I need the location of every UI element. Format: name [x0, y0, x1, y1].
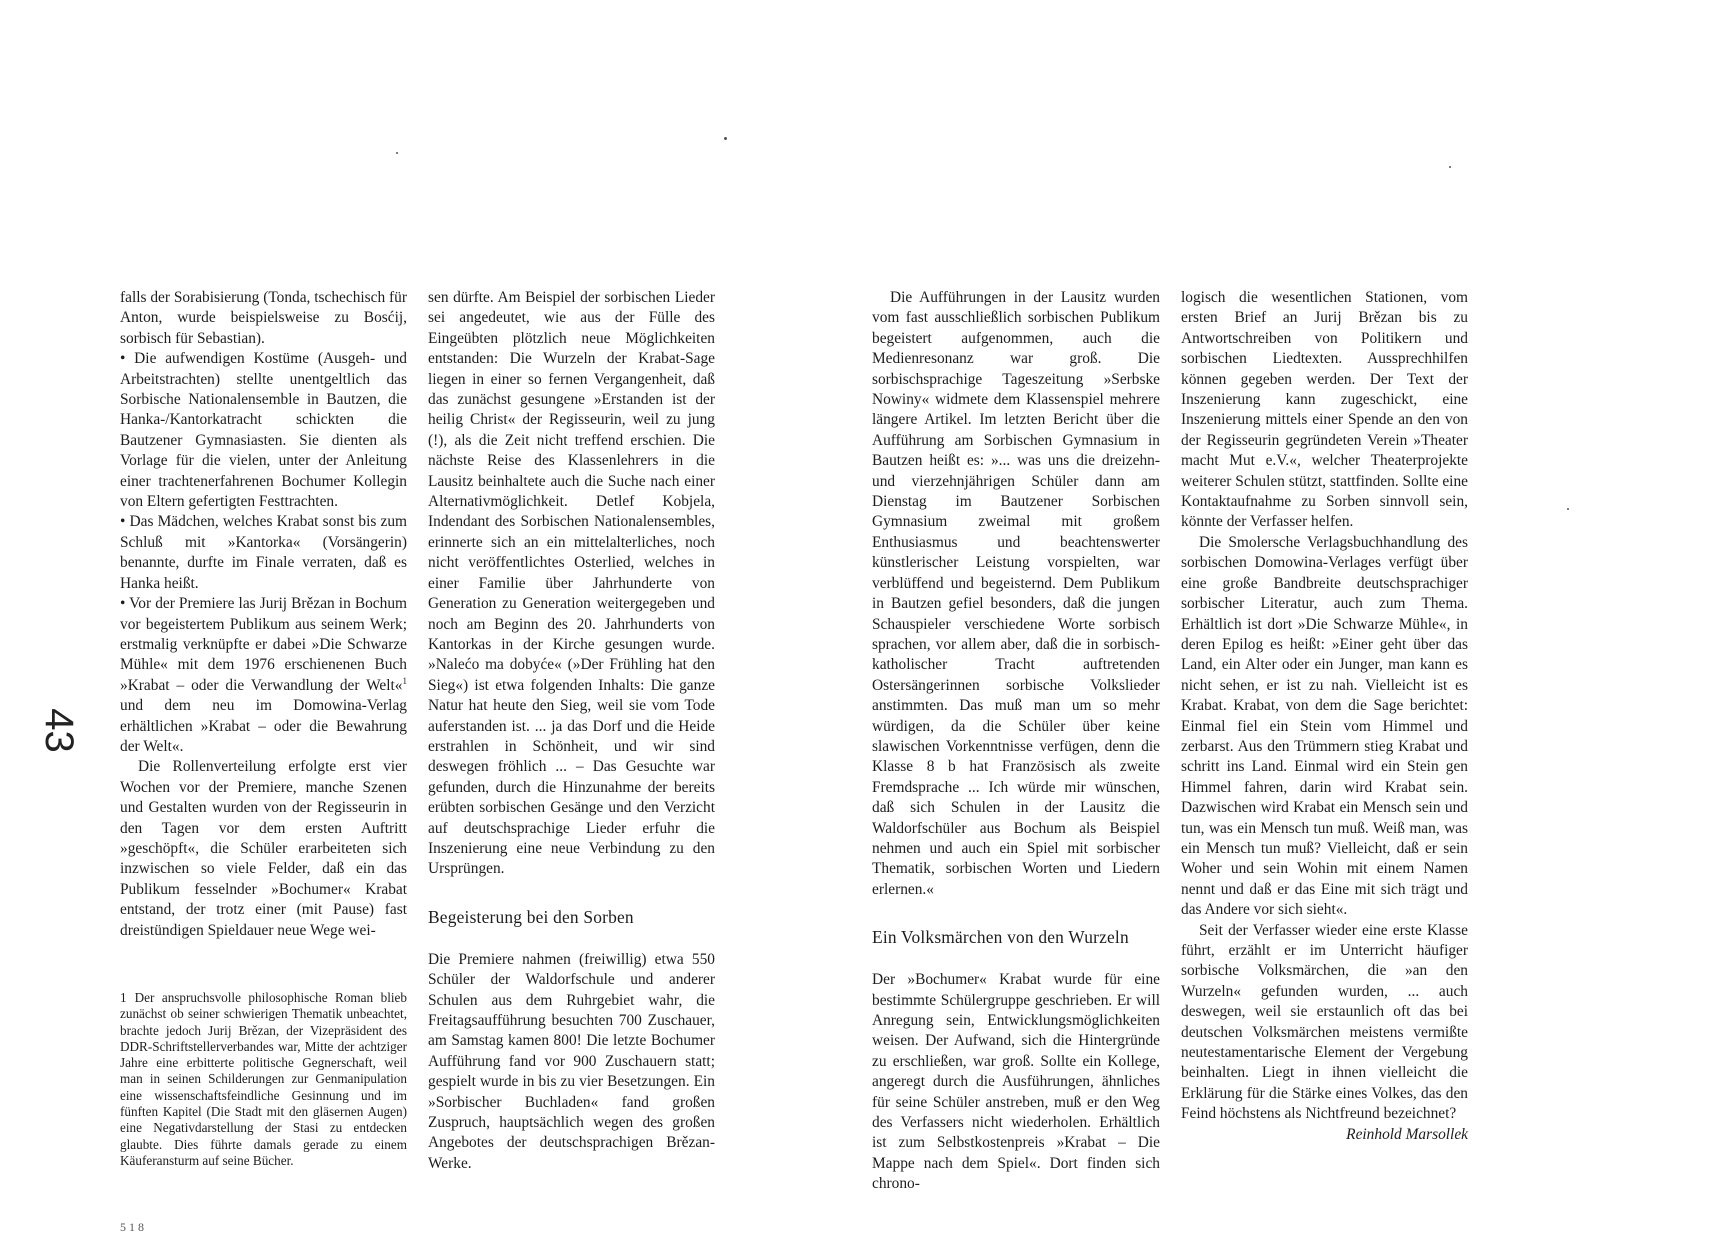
- paragraph: Die Rollenverteilung erfolgte erst vier Wochen vor der Premiere, manche Szenen und Gestalten wurden von der Regisseurin in den Tagen vor dem ersten Auftritt »geschöpft«, die Schüler erarbeiteten sich inzwischen so viele Felder, daß ein das Publikum fesselnder »Bochumer« Krabat entstand, der trotz einer (mit Pause) fast dreistündigen Spieldauer neue Wege wei-: [120, 758, 407, 939]
- paragraph: logisch die wesentlichen Stationen, vom ersten Brief an Jurij Brězan bis zu Antwortschreiben von Politikern und sorbischen Liedtexten. Aussprechhilfen können gegeben werden. Der Text der Inszenierung kann zugeschickt, eine Inszenierung mittels einer Spende an den von der Regisseurin gegründeten Verein »Theater macht Mut e.V.«, welcher Theaterprojekte weiterer Schulen stützt, stattfinden. Sollte eine Kontaktaufnahme zu Sorben sinnvoll sein, könnte der Verfasser helfen.: [1181, 289, 1468, 531]
- footnote-text: Der anspruchsvolle philosophische Roman blieb zunächst ob seiner schwierigen Thematik unbeachtet, brachte jedoch Jurij Brězan, der Vizepräsident des DDR-Schriftstellerverbandes war, Mitte der achtziger Jahre eine erbitterte politische Gegnerschaft, weil man in seinen Schilderungen zur Genmanipulation eine wissenschaftsfeindliche Gesinnung und im fünften Kapitel (Die Stadt mit den gläsernen Augen) eine Negativdarstellung der Stasi zu entdecken glaubte. Dies führte damals gerade zu einem Käuferansturm auf seine Bücher.: [120, 990, 407, 1168]
- column-1: [120, 288, 407, 941]
- paragraph: Die Aufführungen in der Lausitz wurden vom fast ausschließlich sorbischen Publikum begeistert aufgenommen, auch die Medienresonanz war groß. Die sorbischsprachige Tageszeitung »Serbske Nowiny« widmete dem Klassenspiel mehrere längere Artikel. Im letzten Bericht über die Aufführung am Sorbischen Gymnasium in Bautzen heißt es: »... was uns die dreizehn- und vierzehnjährigen Schüler dann am Dienstag im Bautzener Sorbischen Gymnasium zweimal mit großem Enthusiasmus und beachtenswerter künstlerischer Leistung vorspielten, war verblüffend und begeisternd. Dem Publikum in Bautzen gefiel besonders, daß die jungen Schauspieler verschiedene Worte sorbisch sprachen, vor allem aber, daß die in sorbisch-katholischer Tracht auftretenden Ostersängerinnen sorbische Volkslieder anstimmten. Das muß man um so mehr würdigen, da die Schüler über keine slawischen Vorkenntnisse verfügen, denn die Klasse 8 b hat Französisch als zweite Fremdsprache ... Ich würde mir wünschen, daß sich Schulen in der Lausitz die Waldorfschüler aus Bochum als Beispiel nehmen und auch ein Spiel mit sorbischer Thematik, sorbischen Worten und Liedern erlernen.«: [872, 289, 1160, 898]
- scan-speck: [1567, 508, 1569, 510]
- author-signature: Reinhold Marsollek: [1346, 1125, 1468, 1143]
- column-3: [872, 288, 1160, 1195]
- footnote-number: 1: [120, 990, 127, 1005]
- bullet-paragraph: • Das Mädchen, welches Krabat sonst bis zum Schluß mit »Kantorka« (Vorsängerin) benannte, durfte im Finale verraten, daß es Hanka heißt.: [120, 513, 407, 592]
- section-heading: Begeisterung bei den Sorben: [428, 906, 634, 927]
- text-span: • Vor der Premiere las Jurij Brězan in Bochum vor begeistertem Publikum aus seinem Werk; erstmalig verknüpfte er dabei »Die Schwarze Mühle« mit dem 1976 erschienenen Buch »Krabat – oder die Verwandlung der Welt«: [120, 595, 407, 694]
- paragraph: Seit der Verfasser wieder eine erste Klasse führt, erzählt er im Unterricht häufiger sorbische Volksmärchen, die »an den Wurzeln« gefunden wurden, ... auch deswegen, weil sie erstaunlich oft das bei deutschen Volksmärchen meistens vermißte neutestamentarische Element der Vergebung beinhalten. Liegt in ihnen vielleicht die Erklärung für die Stärke eines Volkes, das den Feind höchstens als Nichtfreund bezeichnet?: [1181, 921, 1468, 1123]
- footnote-ref[interactable]: 1: [402, 675, 407, 686]
- footnote: [120, 990, 407, 1169]
- column-4: [1181, 288, 1468, 1145]
- scan-speck: [396, 152, 398, 154]
- paragraph: sen dürfte. Am Beispiel der sorbischen Lieder sei angedeutet, wie aus der Fülle des Eingeübten plötzlich neue Möglichkeiten entstanden: Die Wurzeln der Krabat-Sage liegen in einer so fernen Vergangenheit, daß das zunächst gesungene »Erstanden ist der heilig Christ« der Regisseurin, weil zu jung (!), als die Zeit nicht treffend erschien. Die nächste Reise des Klassenlehrers in die Lausitz beinhaltete auch die Suche nach einer Alternativmöglichkeit. Detlef Kobjela, Indendant des Sorbischen Nationalensembles, erinnerte sich an ein mittelalterliches, noch nicht veröffentlichtes Osterlied, welches in einer Familie über Jahrhunderte von Generation zu Generation weitergegeben und noch am Beginn des 20. Jahrhunderts von Kantorkas in der Kirche gesungen wurde. »Nalećo ma dobyće« (»Der Frühling hat den Sieg«) ist etwa folgenden Inhalts: Die ganze Natur hat heute den Sieg, weil sie vom Tode auferstanden ist. ... ja das Dorf und die Heide erstrahlen in Schönheit, und wir sind deswegen fröhlich ... – Das Gesuchte war gefunden, durch die Hinzunahme der bereits erübten sorbischen Gesänge und den Verzicht auf deutschsprachige Lieder erfuhr die Inszenierung eine neue Verbindung zu den Ursprüngen.: [428, 289, 715, 878]
- bullet-paragraph: • Die aufwendigen Kostüme (Ausgeh- und Arbeitstrachten) stellte unentgeltlich das Sorbische Nationalensemble in Bautzen, die Hanka-/Kantorkatracht schickten die Bautzener Gymnasiasten. Sie dienten als Vorlage für die vielen, unter der Anleitung einer trachtenerfahrenen Bochumer Kollegin von Eltern gefertigten Festtrachten.: [120, 350, 407, 511]
- page-number: 43: [36, 708, 81, 753]
- text-span: und dem neu im Domowina-Verlag erhältlichen »Krabat – oder die Bewahrung der Welt«.: [120, 697, 407, 755]
- scan-speck: [1449, 166, 1451, 168]
- paragraph: Die Smolersche Verlagsbuchhandlung des sorbischen Domowina-Verlages verfügt über eine große Bandbreite deutschsprachiger sorbischer Literatur, auch zum Thema. Erhältlich ist dort »Die Schwarze Mühle«, in deren Epilog es heißt: »Einer geht über das Land, ein Alter oder ein Junger, man kann es nicht sehen, er ist zu nah. Vielleicht ist es Krabat. Krabat, von dem die Sage berichtet: Einmal fiel ein Stein vom Himmel und zerbarst. Aus den Trümmern stieg Krabat und schritt ins Land. Einmal wird ein Stein gen Himmel fahren, darin wird Krabat sein. Dazwischen wird Krabat ein Mensch sein und tun, was ein Mensch tun muß. Weiß man, was ein Mensch tun muß? Vielleicht, daß er sein Woher und sein Wohin mit einem Namen nennt und daß er das Eine mit sich trägt und das Andere vor sich sieht«.: [1181, 533, 1468, 919]
- paragraph: falls der Sorabisierung (Tonda, tschechisch für Anton, wurde beispielsweise zu Bosćij, sorbisch für Sebastian).: [120, 289, 407, 347]
- paragraph: Die Premiere nahmen (freiwillig) etwa 550 Schüler der Waldorfschule und anderer Schulen aus dem Ruhrgebiet wahr, die Freitagsaufführung besuchten 700 Zuschauer, am Samstag kamen 800! Die letzte Bochumer Aufführung fand vor 900 Zuschauern statt; gespielt wurde in bis zu vier Besetzungen. Ein »Sorbischer Buchladen« fand großen Zuspruch, hauptsächlich wegen des großen Angebotes der deutschsprachigen Brězan-Werke.: [428, 950, 715, 1172]
- scan-speck: [724, 137, 727, 140]
- section-heading: Ein Volksmärchen von den Wurzeln: [872, 927, 1129, 948]
- column-2: [428, 288, 715, 1174]
- paragraph: Der »Bochumer« Krabat wurde für eine bestimmte Schülergruppe geschrieben. Er will Anregung sein, Entwicklungsmöglichkeiten weisen. Der Aufwand, sich die Hintergründe zu erschließen, war groß. Sollte ein Kollege, angeregt durch die Ausführungen, ähnliches für seine Schüler anstreben, muß er den Weg des Verfassers nicht wiederholen. Erhältlich ist zum Selbstkostenpreis »Krabat – Die Mappe nach dem Spiel«. Dort finden sich chrono-: [872, 971, 1160, 1193]
- footer-mark: 5 1 8: [120, 1220, 144, 1234]
- bullet-paragraph: [120, 594, 407, 757]
